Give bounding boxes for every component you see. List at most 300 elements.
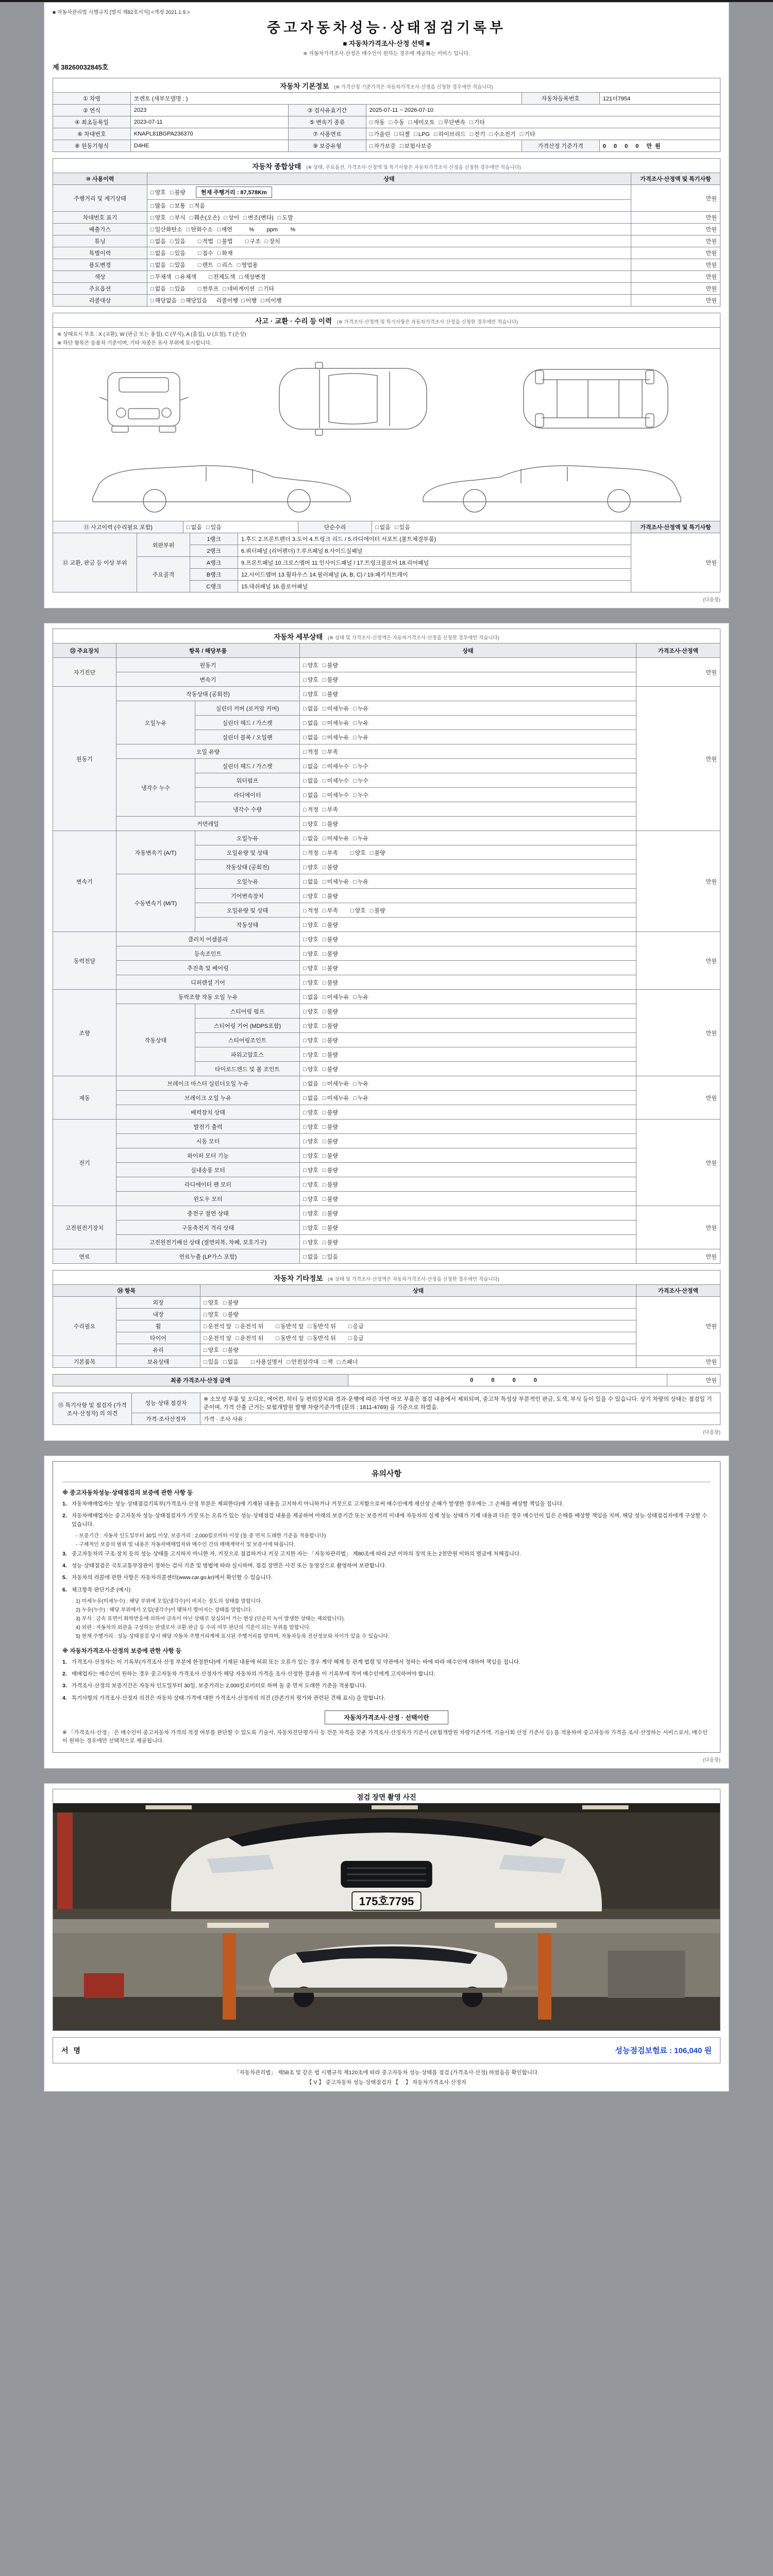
checkbox-option[interactable] [303, 964, 318, 972]
checkbox-option[interactable] [170, 237, 186, 245]
checkbox-option[interactable] [303, 704, 318, 713]
cell [238, 545, 631, 557]
checkbox-option[interactable] [323, 1224, 338, 1232]
checkbox-option[interactable] [439, 118, 465, 126]
checkbox-label: 양호 [307, 936, 318, 943]
checkbox-option[interactable] [217, 225, 232, 233]
checkbox-option[interactable] [323, 690, 338, 698]
checkbox-option[interactable] [170, 213, 186, 222]
checkbox-option[interactable] [303, 1123, 318, 1131]
checkbox-label: 불량 [227, 1300, 239, 1306]
checkbox-icon: □ [303, 936, 307, 943]
checkbox-option[interactable] [190, 213, 220, 222]
checkbox-option[interactable] [323, 820, 338, 828]
cell-text: 가격산정 기준가격 [537, 143, 583, 149]
checkbox-option[interactable] [323, 964, 338, 972]
cell [636, 932, 720, 990]
checkbox-option[interactable] [303, 877, 318, 886]
cell [116, 961, 300, 975]
checkbox-option[interactable] [323, 1007, 338, 1015]
cell [195, 759, 300, 773]
checkbox-option[interactable] [150, 249, 166, 257]
checkbox-option[interactable] [150, 188, 166, 196]
checkbox-option[interactable] [323, 1137, 338, 1145]
checkbox-option[interactable] [287, 1358, 319, 1366]
next-page-marker: (다음장) [703, 1757, 720, 1764]
checkbox-icon: □ [303, 705, 307, 712]
checkbox-option[interactable] [353, 791, 368, 799]
checkbox-option[interactable] [303, 950, 318, 958]
cell-text: 브레이크 오일 누유 [184, 1095, 232, 1101]
notice-item [62, 1500, 711, 1508]
column-header [53, 173, 147, 185]
notice-item-text: 특기사항의 가격조사·산정자 의견은 자동차 상태·가격에 대한 가격조사·산정자의 의견 (잔존가치 평가와 관련된 견해 표시) 을 말합니다. [72, 1694, 385, 1701]
checkbox-option[interactable] [265, 237, 280, 245]
checkbox-option[interactable] [323, 834, 349, 842]
table-row [53, 874, 720, 889]
checkbox-option[interactable] [181, 296, 207, 304]
checkbox-option[interactable] [204, 1358, 219, 1366]
checkbox-option[interactable] [198, 249, 213, 257]
checkbox-option[interactable] [394, 130, 410, 138]
checkbox-option[interactable] [303, 1094, 318, 1102]
checkbox-icon: □ [245, 239, 249, 245]
table-row [53, 759, 720, 773]
checkbox-icon: □ [204, 1324, 207, 1330]
checkbox-option[interactable] [323, 733, 349, 741]
checkbox-option[interactable] [170, 249, 186, 257]
checkbox-option[interactable] [217, 249, 233, 257]
checkbox-label: 미세누유 [327, 1080, 349, 1087]
checkbox-option[interactable] [150, 261, 166, 269]
checkbox-option[interactable] [237, 261, 258, 269]
checkbox-option[interactable] [303, 733, 318, 741]
confirmation-line-2: 【 V 】 중고자동차 성능·상태점검자 【 】 자동차가격조사·산정자 [306, 2079, 467, 2086]
checkbox-option[interactable] [353, 993, 368, 1001]
checkbox-option[interactable] [323, 1195, 338, 1203]
checkbox-option[interactable] [190, 201, 205, 210]
checkbox-option[interactable] [323, 1252, 338, 1261]
checkbox-option[interactable] [323, 719, 349, 727]
checkbox-icon: □ [150, 227, 154, 233]
legend-line-2: ※ 하단 항목은 승용차 기준이며, 기타 차종은 유사 부위에 표시합니다. [57, 341, 212, 346]
checkbox-option[interactable] [323, 921, 338, 929]
cell [300, 1221, 636, 1235]
checkbox-label: 적정 [307, 907, 318, 914]
checkbox-option[interactable] [236, 1322, 263, 1330]
cell [116, 701, 195, 744]
checkbox-option[interactable] [353, 762, 368, 770]
checkbox-option[interactable] [350, 906, 366, 914]
checkbox-label: 누유 [357, 1095, 369, 1101]
cell [147, 247, 631, 259]
checkbox-option[interactable] [303, 1238, 318, 1246]
checkbox-option[interactable] [323, 1079, 349, 1088]
cell-text: 튜닝 [94, 239, 106, 245]
checkbox-option[interactable] [276, 1334, 304, 1342]
checkbox-option[interactable] [223, 284, 255, 293]
cell [200, 1309, 636, 1320]
checkbox-option[interactable] [170, 261, 186, 269]
cell-text: 전기 [79, 1160, 90, 1166]
checkbox-icon: □ [217, 250, 221, 257]
checkbox-option[interactable] [308, 1322, 336, 1330]
checkbox-icon: □ [308, 1324, 312, 1330]
checkbox-option[interactable] [150, 201, 166, 210]
checkbox-option[interactable] [337, 1358, 358, 1366]
checkbox-option[interactable] [353, 1094, 368, 1102]
cell-text: 만원 [705, 878, 717, 885]
cell-text: ④ 최초등록일 [74, 120, 109, 126]
checkbox-option[interactable] [520, 130, 535, 138]
checkbox-option[interactable] [395, 523, 410, 531]
checkbox-icon: □ [204, 1300, 207, 1306]
cell [300, 1192, 636, 1206]
checkbox-option[interactable] [470, 130, 485, 138]
cell [116, 759, 195, 817]
checkbox-option[interactable] [204, 1334, 231, 1342]
cell [116, 1356, 200, 1368]
checkbox-option[interactable] [204, 1322, 231, 1330]
checkbox-option[interactable] [323, 1358, 332, 1366]
checkbox-option[interactable] [303, 748, 318, 756]
basic-info-table [53, 92, 720, 152]
checkbox-option[interactable] [323, 877, 349, 886]
label-high-voltage [53, 1206, 116, 1249]
checkbox-option[interactable] [170, 284, 186, 293]
checkbox-icon: □ [350, 907, 354, 914]
checkbox-option[interactable] [217, 237, 233, 245]
cell [200, 1297, 636, 1309]
checkbox-icon: □ [150, 239, 154, 245]
cell [116, 946, 300, 961]
checkbox-option[interactable] [308, 1334, 336, 1342]
value-inspector-opinion [200, 1393, 720, 1413]
checkbox-icon: □ [322, 835, 326, 842]
checkbox-option[interactable] [303, 1180, 318, 1189]
checkbox-label: 부식 [174, 215, 186, 221]
cell-text: 휠 [155, 1324, 161, 1330]
cell-text: 등속조인트 [194, 951, 222, 957]
cell [132, 1393, 200, 1413]
checkbox-option[interactable] [323, 849, 338, 857]
checkbox-option[interactable] [303, 935, 318, 943]
checkbox-option[interactable] [303, 863, 318, 871]
checkbox-option[interactable] [170, 188, 186, 196]
cell-text: 오일누유 [236, 835, 259, 842]
checkbox-option[interactable] [303, 1108, 318, 1116]
cell [195, 730, 300, 744]
checkbox-option[interactable] [323, 791, 349, 799]
checkbox-icon: □ [303, 893, 307, 900]
checkbox-label: 변조(변타) [247, 215, 274, 221]
cell [300, 946, 636, 961]
checkbox-option[interactable] [187, 523, 202, 531]
checkbox-option[interactable] [303, 675, 318, 684]
checkbox-option[interactable] [353, 719, 368, 727]
checkbox-label: 양호 [155, 215, 166, 221]
checkbox-option[interactable] [469, 118, 485, 126]
checkbox-option[interactable] [150, 296, 177, 304]
checkbox-option[interactable] [206, 523, 222, 531]
checkbox-option[interactable] [303, 1166, 318, 1174]
value-base-price [599, 140, 720, 152]
label-simple-repair [298, 521, 372, 533]
table-row [53, 1320, 720, 1332]
checkbox-option[interactable] [259, 284, 274, 293]
checkbox-option[interactable] [369, 130, 391, 138]
checkbox-option[interactable] [353, 834, 368, 842]
checkbox-option[interactable] [323, 1238, 338, 1246]
checkbox-option[interactable] [323, 892, 338, 900]
checkbox-option[interactable] [303, 1065, 318, 1073]
checkbox-option[interactable] [323, 762, 349, 770]
checkbox-option[interactable] [198, 261, 213, 269]
checkbox-label: 사용설명서 [255, 1359, 283, 1365]
checkbox-option[interactable] [323, 1094, 349, 1102]
checkbox-option[interactable] [375, 523, 391, 531]
checkbox-option[interactable] [243, 213, 274, 222]
cell-text: 단순수리 [324, 524, 346, 531]
notice-item-number: 3. [62, 1683, 67, 1689]
checkbox-option[interactable] [323, 993, 349, 1001]
checkbox-option[interactable] [409, 118, 435, 126]
cell-text: ⑤ 변속기 종류 [309, 120, 345, 126]
cell-text: 타이어 [150, 1335, 166, 1342]
checkbox-option[interactable] [353, 733, 368, 741]
checkbox-option[interactable] [323, 661, 338, 669]
checkbox-option[interactable] [150, 213, 166, 222]
checkbox-icon: □ [322, 1210, 326, 1217]
cell [195, 1062, 300, 1076]
checkbox-option[interactable] [303, 661, 318, 669]
checkbox-icon: □ [303, 1095, 307, 1101]
checkbox-option[interactable] [323, 1050, 338, 1059]
cell [116, 817, 300, 831]
checkbox-option[interactable] [389, 118, 405, 126]
checkbox-option[interactable] [323, 1180, 338, 1189]
value-model-name [130, 93, 522, 105]
checkbox-option[interactable] [209, 273, 235, 281]
checkbox-option[interactable] [251, 1358, 283, 1366]
checkbox-option[interactable] [245, 237, 261, 245]
checkbox-option[interactable] [353, 776, 368, 785]
checkbox-option[interactable] [303, 762, 318, 770]
checkbox-option[interactable] [323, 863, 338, 871]
cell [116, 687, 300, 701]
checkbox-option[interactable] [370, 849, 385, 857]
cell [190, 569, 238, 581]
cell-text: 동력전달 [73, 958, 96, 964]
checkbox-option[interactable] [303, 849, 318, 857]
checkbox-option[interactable] [303, 921, 318, 929]
checkbox-option[interactable] [323, 1036, 338, 1044]
cell [238, 557, 631, 569]
checkbox-option[interactable] [303, 892, 318, 900]
checkbox-option[interactable] [323, 704, 349, 713]
checkbox-option[interactable] [323, 1065, 338, 1073]
checkbox-option[interactable] [350, 849, 366, 857]
checkbox-option[interactable] [323, 1166, 338, 1174]
checkbox-option[interactable] [276, 1322, 304, 1330]
checkbox-label: 누유 [357, 835, 369, 842]
checkbox-label: 양호 [307, 1210, 318, 1217]
checkbox-option[interactable] [239, 273, 265, 281]
checkbox-option[interactable] [303, 993, 318, 1001]
checkbox-option[interactable] [323, 805, 338, 814]
cell [147, 283, 631, 295]
checkbox-option[interactable] [198, 237, 213, 245]
checkbox-option[interactable] [303, 791, 318, 799]
checkbox-option[interactable] [323, 1108, 338, 1116]
label-accident-history [53, 521, 183, 533]
checkbox-option[interactable] [150, 225, 182, 233]
cell-text: 만원 [705, 1030, 717, 1037]
checkbox-option[interactable] [369, 142, 396, 150]
cell-text: ③ 검사유효기간 [307, 108, 347, 114]
checkbox-option[interactable] [303, 805, 318, 814]
checkbox-option[interactable] [223, 1358, 239, 1366]
checkbox-option[interactable] [323, 1209, 338, 1217]
checkbox-option[interactable] [223, 1346, 239, 1354]
checkbox-option[interactable] [353, 877, 368, 886]
checkbox-option[interactable] [348, 1322, 364, 1330]
checkbox-option[interactable] [303, 719, 318, 727]
checkbox-label: 양호 [307, 864, 318, 871]
checkbox-option[interactable] [323, 1022, 338, 1030]
checkbox-option[interactable] [369, 118, 385, 126]
car-left-side-view-diagram [77, 447, 366, 517]
checkbox-option[interactable] [150, 284, 166, 293]
checkbox-option[interactable] [204, 1298, 219, 1307]
checkbox-option[interactable] [278, 213, 293, 222]
checkbox-option[interactable] [370, 906, 385, 914]
table-row [53, 557, 720, 569]
checkbox-option[interactable] [236, 1334, 263, 1342]
checkbox-option[interactable] [303, 1137, 318, 1145]
checkbox-icon: □ [322, 806, 326, 813]
cell [300, 1177, 636, 1192]
checkbox-option[interactable] [303, 1252, 318, 1261]
checkbox-option[interactable] [414, 131, 430, 138]
checkbox-option[interactable] [187, 225, 213, 233]
checkbox-option[interactable] [490, 130, 516, 138]
checkbox-icon: □ [322, 1023, 326, 1029]
checkbox-option[interactable] [303, 1224, 318, 1232]
table-row [53, 1120, 720, 1134]
checkbox-option[interactable] [323, 906, 338, 914]
checkbox-label: 색상변경 [243, 274, 266, 280]
checkbox-label: 부족 [327, 850, 338, 856]
checkbox-option[interactable] [323, 748, 338, 756]
cell-text: 수동변속기 (M/T) [134, 900, 177, 907]
checkbox-option[interactable] [303, 1195, 318, 1203]
checkbox-label: 적정 [307, 749, 318, 755]
checkbox-option[interactable] [353, 1079, 368, 1088]
checkbox-option[interactable] [198, 284, 219, 293]
table-row [53, 975, 720, 990]
checkbox-label: 불량 [327, 1138, 338, 1145]
checkbox-option[interactable] [303, 978, 318, 987]
checkbox-option[interactable] [261, 296, 282, 304]
checkbox-option[interactable] [434, 130, 466, 138]
checkbox-icon: □ [322, 893, 326, 900]
checkbox-label: 미세누수 [327, 792, 349, 799]
cell [631, 185, 720, 212]
checkbox-option[interactable] [150, 237, 166, 245]
checkbox-label: 없음 [307, 994, 318, 1001]
notice-item-number: 1. [62, 1658, 67, 1665]
checkbox-icon: □ [150, 286, 154, 292]
checkbox-option[interactable] [217, 261, 233, 269]
form-reference: ■ 자동차관리법 시행규칙 [별지 제82호서식] <개정 2021.1.9.> [53, 10, 190, 15]
checkbox-option[interactable] [303, 1151, 318, 1160]
checkbox-icon: □ [489, 131, 493, 138]
checkbox-option[interactable] [323, 935, 338, 943]
checkbox-option[interactable] [303, 1036, 318, 1044]
checkbox-option[interactable] [323, 776, 349, 785]
cell-text: 커먼레일 [197, 821, 219, 827]
checkbox-option[interactable] [170, 201, 186, 210]
cell [636, 1076, 720, 1120]
checkbox-option[interactable] [323, 950, 338, 958]
checkbox-option[interactable] [150, 273, 172, 281]
cell-text: 자기진단 [73, 669, 96, 676]
checkbox-option[interactable] [303, 906, 318, 914]
checkbox-option[interactable] [176, 273, 197, 281]
cell [636, 1356, 720, 1368]
checkbox-option[interactable] [224, 213, 239, 222]
checkbox-option[interactable] [323, 675, 338, 684]
checkbox-option[interactable] [223, 1298, 239, 1307]
cell-text: 만원 [705, 1160, 717, 1166]
notice-item [62, 1562, 711, 1570]
checkbox-option[interactable] [223, 1310, 239, 1318]
cell-text: 시동 모터 [196, 1138, 220, 1145]
checkbox-label: 불량 [374, 907, 385, 914]
checkbox-option[interactable] [303, 1079, 318, 1088]
checkbox-option[interactable] [303, 834, 318, 842]
checkbox-option[interactable] [400, 142, 432, 150]
checkbox-icon: □ [394, 524, 398, 531]
cell [300, 1019, 636, 1033]
checkbox-option[interactable] [303, 820, 318, 828]
cell-text: 가격 · 조사 사유 : [204, 1416, 246, 1422]
checkbox-option[interactable] [204, 1346, 219, 1354]
checkbox-icon: □ [322, 1080, 326, 1087]
cell-text: 라디에이터 팬 모터 [184, 1181, 232, 1188]
notice-item-text: 자동차의 리콜에 관한 사항은 자동차리콜센터(www.car.go.kr)에서 확인할 수 있습니다. [72, 1574, 273, 1581]
checkbox-option[interactable] [303, 1022, 318, 1030]
checkbox-option[interactable] [204, 1310, 219, 1318]
checkbox-option[interactable] [323, 1151, 338, 1160]
checkbox-option[interactable] [323, 1123, 338, 1131]
cell [300, 1047, 636, 1062]
checkbox-option[interactable] [348, 1334, 364, 1342]
checkbox-option[interactable] [303, 690, 318, 698]
checkbox-option[interactable] [353, 704, 368, 713]
checkbox-option[interactable] [303, 1209, 318, 1217]
cell-text: ※ 소모성 부품 및 오디오, 에어컨, 히터 등 편의장치와 경과·운행에 따른 자연 마모 부품은 점검 내용에서 제외되며, 중고차 특성상 부분적인 판금, 도색, 부식 등이 있을 수 있습니다. 상기 차량의 상태는 점검일 기준이며, 가격 산출 근거는 보험개발원 발행 차량기준가액 (문의 : 1811-4769) 을 기준으로 하였음. [204, 1396, 712, 1411]
table-row [53, 116, 720, 128]
checkbox-option[interactable] [303, 776, 318, 785]
checkbox-option[interactable] [323, 978, 338, 987]
checkbox-icon: □ [303, 806, 307, 813]
checkbox-option[interactable] [303, 1007, 318, 1015]
checkbox-option[interactable] [303, 1050, 318, 1059]
checkbox-option[interactable] [241, 296, 257, 304]
signature-bar [53, 2037, 720, 2063]
